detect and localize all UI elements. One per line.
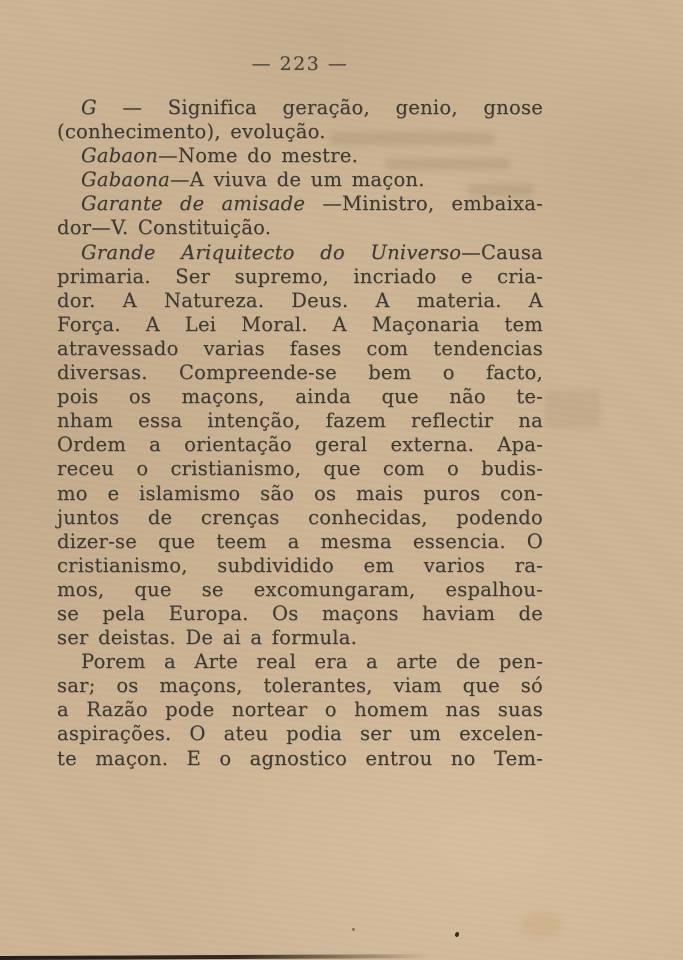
text-line-17 <box>57 482 543 506</box>
text-line-2 <box>57 120 543 144</box>
text-segment: Ordem a orientação geral externa. Apa- <box>57 433 543 457</box>
text-segment: dor—V. Constituição. <box>57 216 272 240</box>
page-number: — 223 — <box>251 53 349 75</box>
text-line-18 <box>57 506 543 530</box>
text-segment: se pela Europa. Os maçons haviam de <box>57 601 543 625</box>
text-segment: diversas. Compreende-se bem o facto, <box>57 361 543 385</box>
text-segment: ser deistas. De ai a formula. <box>57 626 358 650</box>
paper-stain <box>520 912 562 938</box>
text-segment: primaria. Ser supremo, incriado e cria- <box>57 264 543 288</box>
text-segment: dor. A Natureza. Deus. A materia. A <box>57 288 543 312</box>
text-line-14 <box>57 409 543 433</box>
scan-edge-shadow <box>0 954 432 960</box>
text-line-11 <box>57 337 543 361</box>
text-line-16 <box>57 457 543 481</box>
ink-speck <box>352 928 355 931</box>
text-segment: te maçon. E o agnostico entrou no Tem- <box>57 746 543 770</box>
text-line-9 <box>57 289 543 313</box>
text-segment: atravessado varias fases com tendencias <box>57 336 543 360</box>
text-line-25 <box>57 674 543 698</box>
text-segment: —Causa <box>461 240 543 264</box>
text-line-13 <box>57 385 543 409</box>
text-segment: sar; os maçons, tolerantes, viam que só <box>57 674 543 698</box>
text-segment: a Razão pode nortear o homem nas suas <box>57 698 543 722</box>
text-segment: aspirações. O ateu podia ser um excelen- <box>57 722 543 746</box>
italic-term: Garante de amisade <box>81 192 306 216</box>
text-segment: pois os maçons, ainda que não te- <box>57 385 543 409</box>
italic-term: Gabaon <box>81 144 159 168</box>
text-line-3 <box>57 144 543 168</box>
ink-showthrough-ghost <box>545 390 600 428</box>
text-line-24 <box>57 650 543 674</box>
text-segment: mo e islamismo são os mais puros con- <box>57 481 543 505</box>
text-line-8 <box>57 265 543 289</box>
text-line-28 <box>57 747 543 771</box>
text-line-12 <box>57 361 543 385</box>
text-line-20 <box>57 554 543 578</box>
text-segment: — Significa geração, genio, gnose <box>96 96 543 119</box>
italic-term: Gabaona <box>81 168 170 192</box>
text-line-10 <box>57 313 543 337</box>
text-segment: Porem a Arte real era a arte de pen- <box>81 650 543 674</box>
italic-term: Grande Ariquitecto do Universo <box>81 240 462 264</box>
text-block <box>57 96 543 771</box>
text-line-4 <box>57 168 543 192</box>
text-segment: cristianismo, subdividido em varios ra- <box>57 553 543 577</box>
text-line-27 <box>57 722 543 746</box>
text-line-7 <box>57 241 543 265</box>
text-segment: —Nome do mestre. <box>158 144 359 168</box>
text-line-21 <box>57 578 543 602</box>
text-line-19 <box>57 530 543 554</box>
text-segment: —A viuva de um maçon. <box>170 168 425 192</box>
italic-term: G <box>81 96 97 119</box>
text-line-26 <box>57 698 543 722</box>
text-segment: mos, que se excomungaram, espalhou- <box>57 577 543 601</box>
text-segment: Força. A Lei Moral. A Maçonaria tem <box>57 312 543 336</box>
text-segment: juntos de crenças conhecidas, podendo <box>57 505 543 529</box>
ink-speck <box>454 931 459 937</box>
text-line-1 <box>57 96 543 120</box>
text-segment: —Ministro, embaixa- <box>305 192 544 216</box>
text-segment: dizer-se que teem a mesma essencia. O <box>57 529 543 553</box>
text-segment: nham essa intenção, fazem reflectir na <box>57 409 543 433</box>
text-line-22 <box>57 602 543 626</box>
text-segment: (conhecimento), evolução. <box>57 120 326 144</box>
text-segment: receu o cristianismo, que com o budis- <box>57 457 543 481</box>
text-line-15 <box>57 433 543 457</box>
text-line-6 <box>57 216 543 240</box>
text-line-5 <box>57 192 543 216</box>
text-line-23 <box>57 626 543 650</box>
